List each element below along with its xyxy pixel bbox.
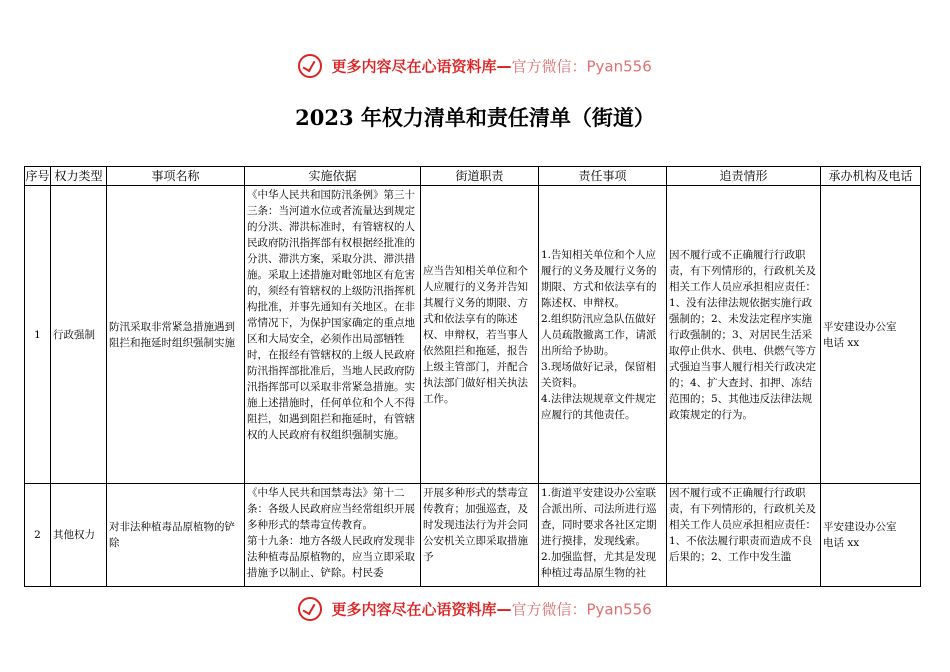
cell-account: 因不履行或不正确履行行政职责，有下列情形的，行政机关及相关工作人员应承担相应责任：1、没有法律法规依据实施行政强制的；2、未发法定程序实施行政强制的；3、对居民生活采取停止供水、供电、供燃气等方式强迫当事人履行相关行政决定的；4、扩大查封、扣押、冻结范围的；5、其他违反法律法规政策规定的行为。 (667, 186, 821, 484)
watermark-banner-top (0, 54, 950, 78)
header-duty: 街道职责 (421, 167, 539, 186)
header-name: 事项名称 (107, 167, 245, 186)
cell-name: 防汛采取非常紧急措施遇到阻拦和拖延时组织强制实施 (107, 186, 245, 484)
table-row (25, 484, 921, 587)
page-title: 2023 年权力清单和责任清单（街道） (295, 105, 655, 130)
cell-basis: 《中华人民共和国禁毒法》第十二条：各级人民政府应当经常组织开展多种形式的禁毒宣传教育。 第十九条：地方各级人民政府发现非法种植毒品原植物的，应当立即采取措施予以制止、铲除。村民委 (245, 484, 421, 587)
watermark-wechat: 官方微信：Pyan556 (511, 57, 652, 76)
watermark-wechat: 官方微信：Pyan556 (511, 600, 652, 619)
cell-duty: 应当告知相关单位和个人应履行的义务并告知其履行义务的期限、方式和依法享有的陈述权、申辩权，若当事人依然阻拦和拖延，报告上级主管部门，并配合执法部门做好相关执法工作。 (421, 186, 539, 484)
header-resp: 责任事项 (539, 167, 667, 186)
header-type: 权力类型 (51, 167, 107, 186)
cell-type: 其他权力 (51, 484, 107, 587)
logo-icon (298, 597, 322, 621)
header-org: 承办机构及电话 (821, 167, 921, 186)
power-list-table (24, 166, 921, 587)
cell-no: 2 (25, 484, 51, 587)
header-basis: 实施依据 (245, 167, 421, 186)
cell-org: 平安建设办公室 电话 xx (821, 186, 921, 484)
watermark-sep: — (496, 57, 512, 75)
cell-no: 1 (25, 186, 51, 484)
cell-account: 因不履行或不正确履行行政职责，有下列情形的，行政机关及相关工作人员应承担相应责任：1、不依法履行职责而造成不良后果的；2、工作中发生滥 (667, 484, 821, 587)
watermark-brand: 更多内容尽在心语资料库 (331, 57, 497, 76)
cell-resp: 1.街道平安建设办公室联合派出所、司法所进行巡查，同时要求各社区定期进行摸排，发现线索。 2.加强监督，尤其是发现种植过毒品原生物的社 (539, 484, 667, 587)
header-no: 序号 (25, 167, 51, 186)
cell-basis: 《中华人民共和国防汛条例》第三十三条：当河道水位或者流量达到规定的分洪、滞洪标准时，有管辖权的人民政府防汛指挥部有权根据经批准的分洪、滞洪方案，采取分洪、滞洪措施。采取上述措施对毗邻地区有危害的，须经有管辖权的上级防汛指挥机构批准，并事先通知有关地区。在非常情况下，为保护国家确定的重点地区和大局安全，必须作出局部牺牲时，在报经有管辖权的上级人民政府防汛指挥部批准后，当地人民政府防汛指挥部可以采取非常紧急措施。实施上述措施时，任何单位和个人不得阻拦，如遇到阻拦和拖延时，有管辖权的人民政府有权组织强制实施。 (245, 186, 421, 484)
cell-name: 对非法种植毒品原植物的铲除 (107, 484, 245, 587)
watermark-banner-bottom (0, 597, 950, 621)
watermark-brand: 更多内容尽在心语资料库 (331, 600, 497, 619)
watermark-sep: — (496, 600, 512, 618)
logo-icon (298, 54, 322, 78)
cell-type: 行政强制 (51, 186, 107, 484)
header-account: 追责情形 (667, 167, 821, 186)
cell-org: 平安建设办公室 电话 xx (821, 484, 921, 587)
table-row (25, 186, 921, 484)
cell-resp: 1.告知相关单位和个人应履行的义务及履行义务的期限、方式和依法享有的陈述权、申辩权。 2.组织防汛应急队伍做好人员疏散撤离工作，请派出所给予协助。 3.现场做好记录，保留相关资料。 4.法律法规规章文件规定应履行的其他责任。 (539, 186, 667, 484)
table-header-row (25, 167, 921, 186)
cell-duty: 开展多种形式的禁毒宣传教育；加强巡查，及时发现违法行为并会同公安机关立即采取措施予 (421, 484, 539, 587)
